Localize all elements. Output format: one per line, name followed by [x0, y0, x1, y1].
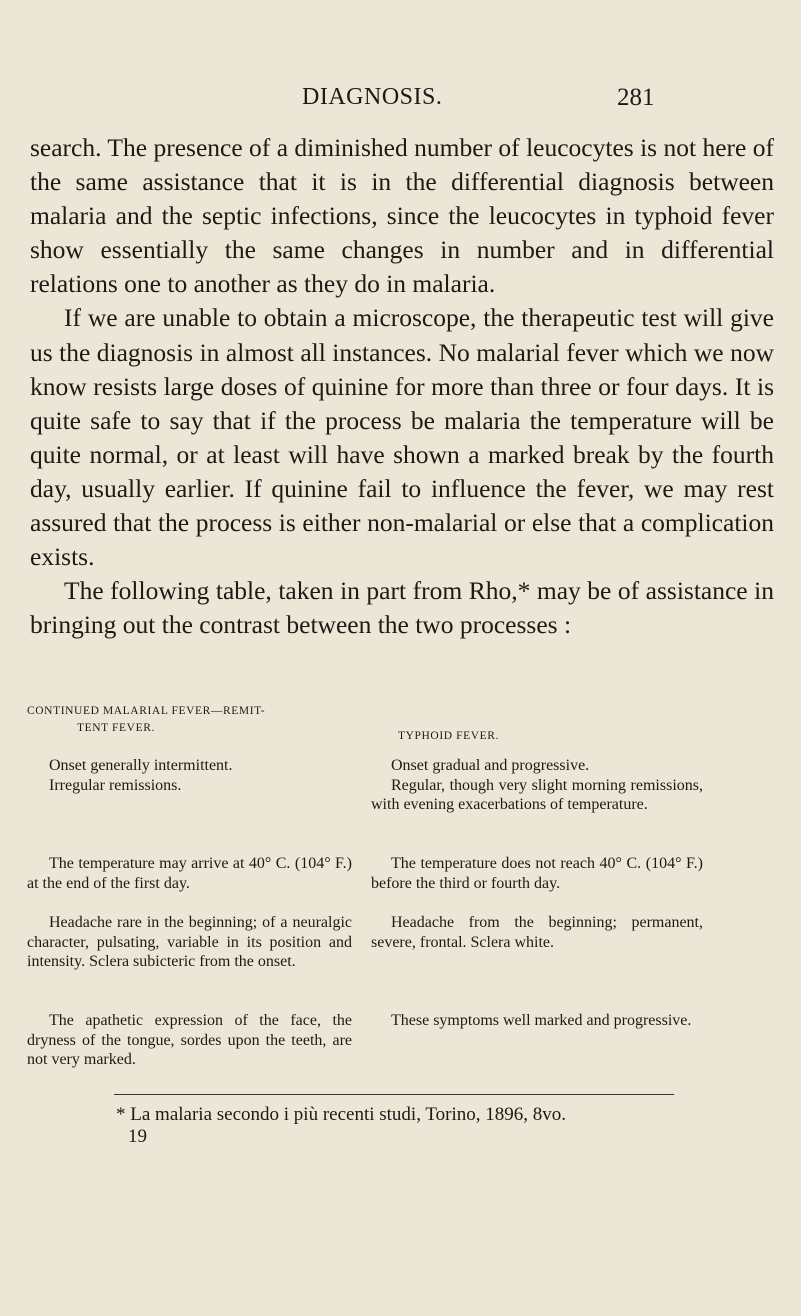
typhoid-temperature-text: The temperature does not reach 40° C. (104° F.) before the third or fourth day. [371, 855, 703, 892]
footnote: * La malaria secondo i più recenti studi, Torino, 1896, 8vo. [116, 1104, 566, 1125]
malarial-onset-line-2: Irregular remissions. [49, 776, 182, 794]
typhoid-temperature [371, 854, 703, 893]
malarial-onset [27, 756, 352, 795]
malarial-temperature-text: The temperature may arrive at 40° C. (104° F.) at the end of the first day. [27, 855, 352, 892]
malarial-fever-column [27, 703, 352, 1069]
body-text [30, 131, 774, 642]
malarial-column-header [27, 703, 352, 737]
typhoid-onset-rest: Regular, though very slight morning remissions, with evening exacerbations of temperature. [371, 776, 703, 814]
malarial-headache [27, 913, 352, 972]
typhoid-symptoms [371, 1011, 703, 1031]
typhoid-column-header: TYPHOID FEVER. [398, 730, 500, 742]
signature-mark: 19 [128, 1126, 147, 1147]
paragraph-therapeutic-test: If we are unable to obtain a microscope, the therapeutic test will give us the diagnosis in almost all instances. No malarial fever which we now know resists large doses of quinine for more than three or four days. It is quite safe to say that if the process be malaria the temperature will be quite normal, or at least will have shown a marked break by the fourth day, usually earlier. If quinine fail to influence the fever, we may rest assured that the process is either non-malarial or else that a complication exists. [30, 303, 774, 572]
running-title: DIAGNOSIS. [302, 84, 443, 110]
running-head [0, 84, 801, 118]
typhoid-headache [371, 913, 703, 952]
typhoid-symptoms-text: These symptoms well marked and progressive. [391, 1012, 692, 1029]
typhoid-onset [371, 756, 703, 815]
malarial-onset-line-1: Onset generally intermittent. [49, 757, 233, 774]
paragraph-table-intro: The following table, taken in part from Rho,* may be of assistance in bringing out the contrast between the two processes : [30, 576, 774, 640]
page-number: 281 [617, 84, 655, 111]
malarial-expression-text: The apathetic expression of the face, the dryness of the tongue, sordes upon the teeth, are not very marked. [27, 1012, 352, 1069]
malarial-temperature [27, 854, 352, 893]
malarial-headache-text: Headache rare in the beginning; of a neuralgic character, pulsating, variable in its position and intensity. Sclera subicteric from the onset. [27, 914, 352, 971]
comparison-table [27, 703, 775, 1083]
typhoid-headache-text: Headache from the beginning; permanent, severe, frontal. Sclera white. [371, 914, 703, 951]
malarial-header-line-1: CONTINUED MALARIAL FEVER—REMIT- [27, 705, 266, 717]
malarial-header-line-2: TENT FEVER. [77, 722, 155, 734]
typhoid-onset-line-1: Onset gradual and progressive. [391, 757, 590, 774]
paragraph-continued: search. The presence of a diminished number of leucocytes is not here of the same assistance that it is in the differential diagnosis between malaria and the septic infections, since the leucocytes in typhoid fever show essentially the same changes in number and in differential relations one to another as they do in malaria. [30, 133, 774, 299]
malarial-expression [27, 1011, 352, 1070]
footnote-rule [114, 1094, 674, 1095]
